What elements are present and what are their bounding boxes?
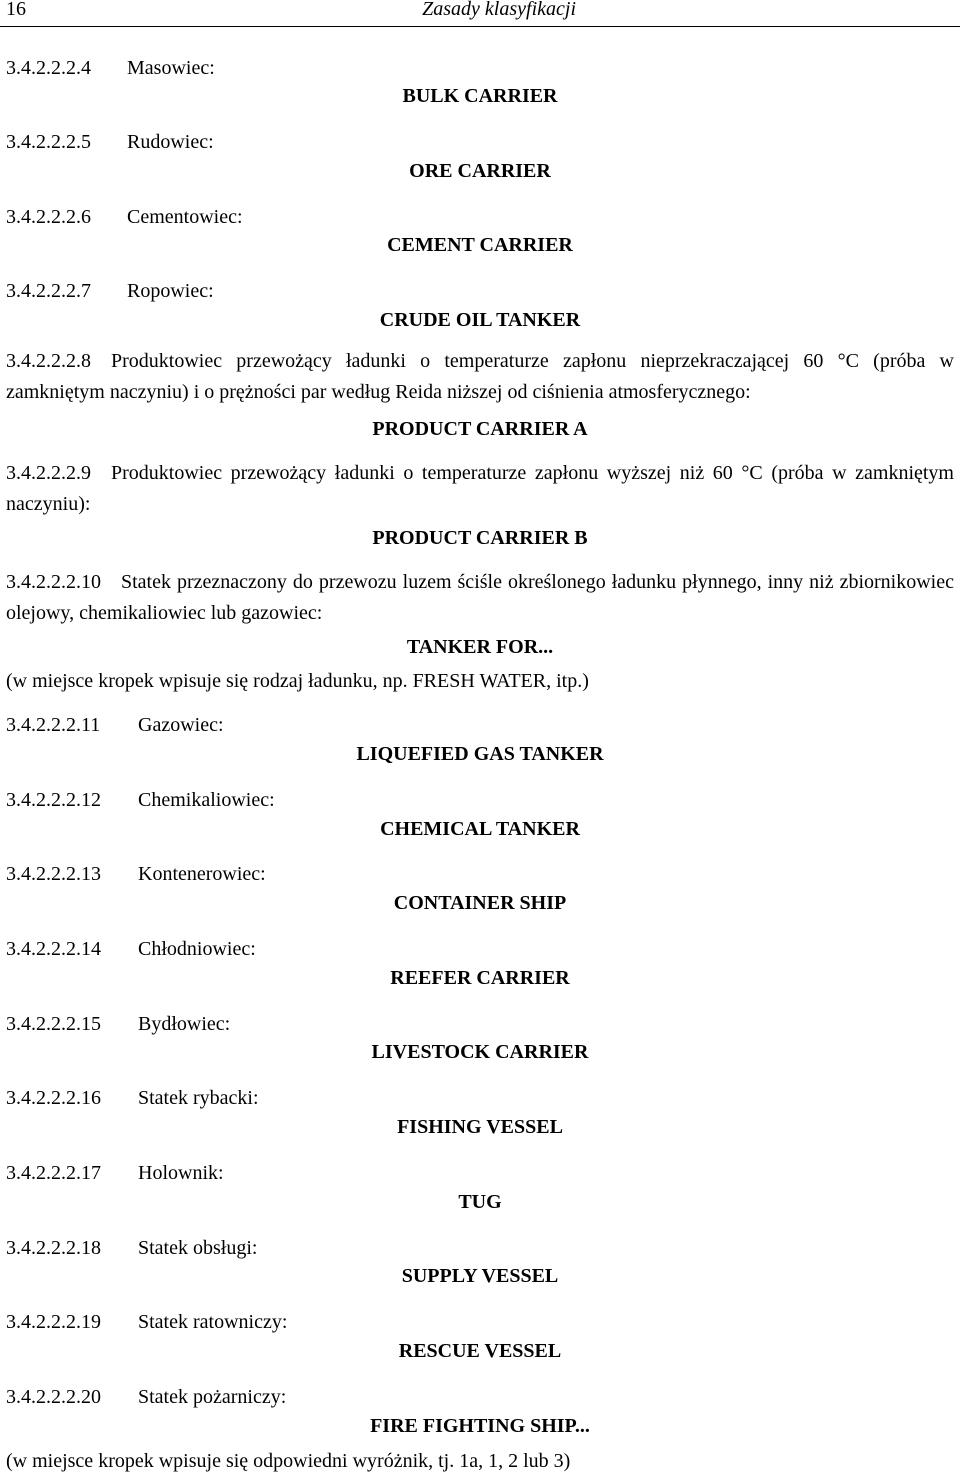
- section-number: 3.4.2.2.2.17: [6, 1162, 101, 1184]
- section-number: 3.4.2.2.2.6: [6, 206, 91, 228]
- section-number: 3.4.2.2.2.20: [6, 1386, 101, 1408]
- ship-type-term: BULK CARRIER: [402, 85, 558, 107]
- paragraph-text: Produktowiec przewożący ładunki o temperaturze zapłonu wyższej niż 60 °C (próba w zamkniętym naczyniu):: [6, 462, 954, 515]
- section-number: 3.4.2.2.2.18: [6, 1237, 101, 1259]
- ship-type-label: Rudowiec:: [127, 131, 214, 153]
- ship-type-label: Statek rybacki:: [138, 1087, 259, 1109]
- ship-type-term: CRUDE OIL TANKER: [379, 309, 581, 331]
- section-number: 3.4.2.2.2.14: [6, 938, 101, 960]
- ship-type-label: Holownik:: [138, 1162, 224, 1184]
- ship-type-term: PRODUCT CARRIER A: [372, 418, 588, 440]
- section-number: 3.4.2.2.2.15: [6, 1013, 101, 1035]
- ship-type-label: Statek obsługi:: [138, 1237, 258, 1259]
- section-paragraph: [6, 346, 954, 408]
- ship-type-term: SUPPLY VESSEL: [401, 1265, 559, 1287]
- section-number: 3.4.2.2.2.7: [6, 280, 91, 302]
- section-number: 3.4.2.2.2.16: [6, 1087, 101, 1109]
- ship-type-term: LIQUEFIED GAS TANKER: [356, 743, 604, 765]
- ship-type-term: CHEMICAL TANKER: [380, 818, 580, 840]
- section-number: 3.4.2.2.2.8: [6, 350, 91, 372]
- ship-type-label: Chemikaliowiec:: [138, 789, 275, 811]
- ship-type-term: CEMENT CARRIER: [387, 234, 573, 256]
- running-title: Zasady klasyfikacji: [422, 0, 576, 20]
- ship-type-label: Bydłowiec:: [138, 1013, 231, 1035]
- paragraph-text: Statek przeznaczony do przewozu luzem ściśle określonego ładunku płynnego, inny niż zbiornikowiec olejowy, chemikaliowiec lub gazowiec:: [6, 571, 954, 624]
- section-number: 3.4.2.2.2.12: [6, 789, 101, 811]
- section-number: 3.4.2.2.2.19: [6, 1311, 101, 1333]
- ship-type-label: Cementowiec:: [127, 206, 243, 228]
- explanatory-note: (w miejsce kropek wpisuje się rodzaj ładunku, np. FRESH WATER, itp.): [6, 670, 589, 692]
- ship-type-term: FIRE FIGHTING SHIP...: [370, 1415, 590, 1437]
- ship-type-term: TANKER FOR...: [406, 636, 554, 658]
- ship-type-label: Statek ratowniczy:: [138, 1311, 288, 1333]
- section-number: 3.4.2.2.2.13: [6, 863, 101, 885]
- paragraph-text: Produktowiec przewożący ładunki o temperaturze zapłonu nieprzekraczającej 60 °C (próba w zamkniętym naczyniu) i o prężności par według Reida niższej od ciśnienia atmosferycznego:: [6, 350, 954, 403]
- ship-type-label: Masowiec:: [127, 57, 215, 79]
- ship-type-term: ORE CARRIER: [409, 160, 551, 182]
- ship-type-label: Gazowiec:: [138, 714, 224, 736]
- section-paragraph: [6, 458, 954, 520]
- explanatory-note: (w miejsce kropek wpisuje się odpowiedni wyróżnik, tj. 1a, 1, 2 lub 3): [6, 1450, 571, 1472]
- ship-type-label: Kontenerowiec:: [138, 863, 266, 885]
- section-number: 3.4.2.2.2.9: [6, 462, 91, 484]
- ship-type-term: TUG: [458, 1191, 502, 1213]
- section-number: 3.4.2.2.2.4: [6, 57, 91, 79]
- section-paragraph: [6, 567, 954, 629]
- section-number: 3.4.2.2.2.5: [6, 131, 91, 153]
- ship-type-term: FISHING VESSEL: [397, 1116, 563, 1138]
- ship-type-term: REEFER CARRIER: [390, 967, 570, 989]
- ship-type-label: Ropowiec:: [127, 280, 214, 302]
- ship-type-label: Statek pożarniczy:: [138, 1386, 287, 1408]
- ship-type-term: PRODUCT CARRIER B: [372, 527, 588, 549]
- section-number: 3.4.2.2.2.10: [6, 571, 101, 593]
- ship-type-term: RESCUE VESSEL: [398, 1340, 562, 1362]
- section-number: 3.4.2.2.2.11: [6, 714, 101, 736]
- ship-type-label: Chłodniowiec:: [138, 938, 256, 960]
- page-number: 16: [6, 0, 26, 20]
- ship-type-term: CONTAINER SHIP: [393, 892, 567, 914]
- page-header: [0, 0, 960, 27]
- ship-type-term: LIVESTOCK CARRIER: [371, 1041, 589, 1063]
